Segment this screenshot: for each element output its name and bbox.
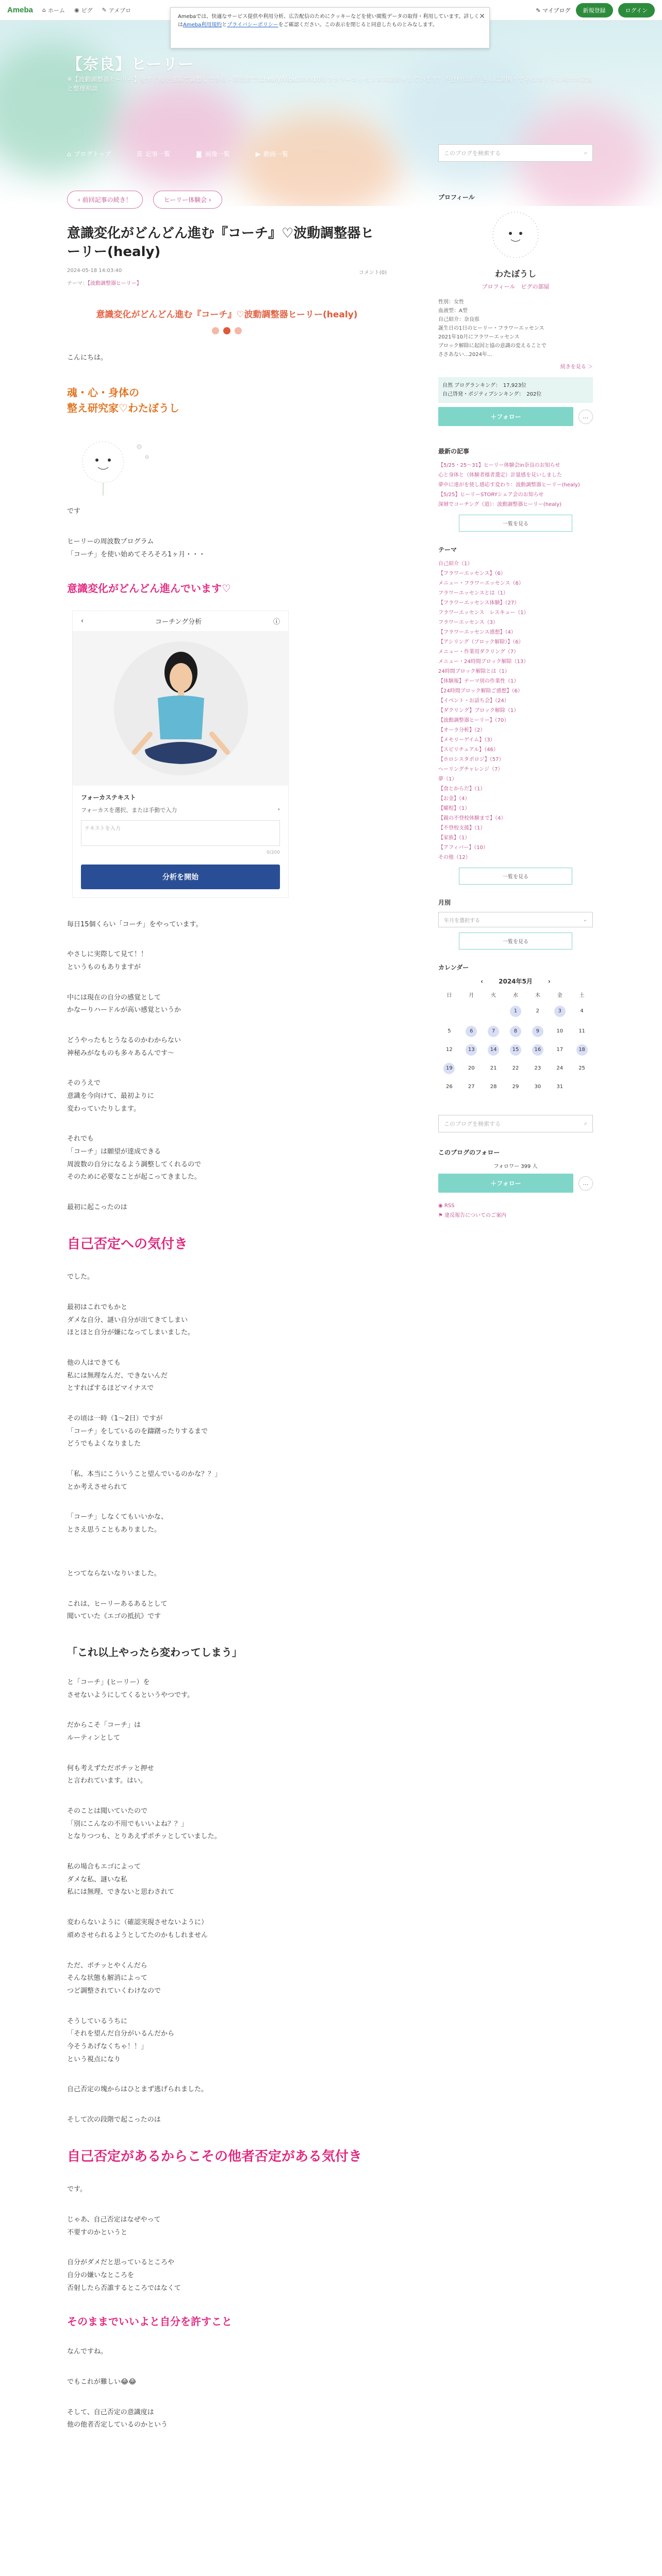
recent-entry-link[interactable]: 深層でコーチング（道）：波動調整器ヒーリー(healy) — [438, 502, 562, 507]
cookie-and: と — [222, 22, 227, 28]
calendar-cell — [483, 1044, 505, 1056]
next-entry-button[interactable] — [153, 191, 222, 209]
coach-subtitle: フォーカステキスト — [81, 793, 136, 801]
blog-search-input-2[interactable] — [438, 1115, 593, 1132]
nav-blog-top[interactable] — [67, 149, 111, 158]
profile-name: わたぼうし — [494, 269, 536, 279]
cookie-text: Amebaでは、快適なサービス提供や利用分析、広告配信のためにクッキーなどを使い閲覧データの取得・利用しています。詳しくは — [178, 14, 479, 28]
theme-item[interactable]: 【食とからだ】（1） — [438, 786, 486, 792]
calendar-cell — [460, 1044, 483, 1056]
theme-item[interactable]: 自己紹介（1） — [438, 561, 473, 567]
coach-header — [73, 611, 288, 631]
chevron-down-icon: ⌄ — [583, 917, 587, 923]
paragraph: ただ、ポチッとやくんだら そんな状態も解消によって つど調整されていくわけなので — [67, 1961, 161, 1995]
paragraph: です。 — [67, 2185, 87, 2194]
nav-ameblo[interactable] — [102, 6, 131, 14]
paragraph: とつてならないなりいました。 — [67, 1569, 161, 1578]
paragraph: そして、自己否定の意識度は 他の他者否定しているのかという — [67, 2408, 168, 2429]
paragraph: です — [67, 507, 81, 516]
calendar-date: 20 — [468, 1065, 475, 1071]
calendar-date — [488, 1006, 499, 1017]
search-placeholder: このブログを検索する — [444, 150, 501, 157]
theme-item[interactable]: 【不登校支援】（1） — [438, 825, 486, 831]
char-count: 0/200 — [267, 850, 280, 855]
terms-link[interactable]: Ameba利用規約 — [183, 22, 222, 28]
calendar-date: 2 — [536, 1008, 540, 1014]
profile-avatar[interactable] — [487, 207, 544, 263]
calendar-date: 26 — [446, 1084, 453, 1090]
video-icon: ▶ — [255, 150, 260, 158]
calendar-cell — [571, 1044, 593, 1056]
calendar-weekday: 水 — [512, 993, 518, 998]
calendar-cell — [483, 1026, 505, 1037]
calendar-cell — [571, 1006, 593, 1019]
close-icon[interactable]: ✕ — [479, 12, 485, 21]
theme-item[interactable]: 【オーラ分析】（2） — [438, 727, 486, 733]
month-select-value: 年月を選択する — [444, 918, 480, 924]
paragraph: そのことは聞いていたので 「別にこんなの不用でもいいよね？？」 となりつつも、とりあえずポチッとしていました。 — [67, 1807, 221, 1841]
carousel-dot-active[interactable] — [223, 327, 230, 334]
focus-text-input: テキストを入力 — [81, 820, 280, 846]
follow-title: このブログのフォロー — [438, 1149, 500, 1156]
nav-pigg-label: ピグ — [81, 7, 93, 14]
register-button[interactable]: 新規登録 — [576, 3, 613, 18]
calendar-cell — [549, 1081, 571, 1094]
nav-blog-top-label: ブログトップ — [74, 150, 111, 158]
focus-select-label: フォーカスを選択、または手動で入力 — [81, 806, 177, 814]
nav-ameblo-label: アメブロ — [108, 7, 131, 14]
blog-nav — [67, 149, 288, 158]
calendar-date — [466, 1006, 477, 1017]
month-list-button[interactable]: 一覧を見る — [459, 933, 572, 950]
myblog-icon: ✎ — [536, 7, 543, 14]
calendar-date: 29 — [512, 1084, 519, 1090]
nav-image-list[interactable] — [196, 149, 230, 158]
blog-description: ※【波動調整器ヒーリー】をすぐ使い遠隔で調整しできる・周波数ではhealy/Vibe2のの10日フラワーエッセンスの調合もしています！不登校のお子さんにお困りでそのお子さん向けの家族と整理相談 — [67, 76, 592, 92]
coaching-screenshot — [72, 611, 289, 898]
theme-link[interactable]: 【波動調整器ヒーリー】 — [88, 280, 142, 286]
calendar-date[interactable]: 7 — [488, 1026, 499, 1037]
theme-item[interactable]: 【アシリング（ブロック解除）】（6） — [438, 639, 524, 645]
calendar-cell — [505, 1081, 527, 1094]
paragraph: 自分がダメだと思っているところや 自分の嫌いなところを 否射したら否誰するところではなくて — [67, 2259, 181, 2292]
theme-item[interactable]: フラワーエッセンス レスキュー（1） — [438, 610, 529, 616]
chevron-left-icon: ‹ — [78, 196, 82, 204]
theme-item[interactable]: 夢（1） — [438, 776, 457, 782]
entry-pager — [67, 191, 387, 209]
calendar-header — [438, 977, 593, 986]
cookie-text-2: をご確認ください。この表示を閉じると同意したものとみなします。 — [278, 22, 438, 28]
calendar-cell — [571, 1026, 593, 1037]
blog-title[interactable]: 【奈良】ヒーリー — [67, 56, 194, 74]
calendar-cell — [549, 1044, 571, 1056]
focus-select-row[interactable] — [73, 802, 288, 818]
report-label: 違反報告についてのご案内 — [444, 1213, 506, 1218]
calendar-date[interactable]: 6 — [466, 1026, 477, 1037]
follow-button[interactable]: ＋フォロー — [438, 407, 573, 426]
paragraph: 最初に起こったのは — [67, 1204, 127, 1212]
month-title: 月別 — [438, 899, 451, 906]
topbar-right — [536, 3, 655, 18]
header-bg-blob — [113, 82, 247, 185]
rss-icon: ◉ — [438, 1203, 444, 1209]
follow-row — [438, 407, 593, 426]
calendar-date: 27 — [468, 1084, 475, 1090]
theme-list — [438, 559, 593, 862]
calendar-cell — [483, 1063, 505, 1074]
calendar-date: 21 — [490, 1065, 497, 1071]
paragraph: そのうえで 意識を今向けて、最初よりに 変わっていたりします。 — [67, 1079, 154, 1113]
theme-item[interactable]: 【親の不登校体験まで】（4） — [438, 816, 506, 821]
calendar-cell — [438, 1026, 460, 1037]
calendar-date[interactable]: 8 — [510, 1026, 521, 1037]
cookie-banner — [170, 7, 490, 48]
calendar-cell — [438, 1006, 460, 1019]
theme-item[interactable]: 【スピリチュアル】（46） — [438, 747, 499, 753]
recent-entry-link[interactable]: 夢中に達がを使し感応す変わり：波動調整器ヒーリー(healy) — [438, 482, 580, 488]
blog-search-input[interactable] — [438, 144, 593, 162]
paragraph: 「私、本当にこういうこと望んでいるのかな？？」 とか考えさせられて — [67, 1470, 222, 1491]
nav-video-list[interactable] — [256, 149, 288, 158]
nav-home[interactable] — [42, 6, 65, 14]
rank-category[interactable]: 自己啓発・ポジティブシンキング： 202位 — [442, 392, 542, 397]
paragraph: ヒーリーの周波数プログラム 「コーチ」を使い始めてそろそろ1ヶ月・・・ — [67, 538, 206, 558]
calendar-grid — [438, 991, 593, 1094]
calendar-date[interactable]: 1 — [510, 1006, 521, 1017]
calendar-date: 11 — [578, 1028, 585, 1034]
calendar-date: 31 — [556, 1084, 564, 1090]
calendar-date: 30 — [534, 1084, 541, 1090]
nav-entry-list-label: 記事一覧 — [145, 150, 171, 158]
theme-item[interactable]: 【フラワーエッセンス感想】（4） — [438, 630, 516, 635]
calendar-cell — [526, 1026, 549, 1037]
rank-genre[interactable]: 自然 ブログランキング： 17,923位 — [442, 383, 526, 388]
paragraph: こんにちは。 — [67, 353, 108, 362]
calendar-date: 4 — [580, 1008, 584, 1014]
profile-more-link[interactable]: 続きを見る ＞ — [560, 364, 593, 370]
chevron-right-icon: › — [207, 196, 211, 204]
privacy-link[interactable]: プライバシーポリシー — [227, 22, 278, 28]
search-icon[interactable]: ⌕ — [584, 149, 587, 156]
theme-item[interactable]: 【家族】（1） — [438, 835, 470, 841]
calendar-cell — [460, 1026, 483, 1037]
chevron-left-icon[interactable]: ‹ — [481, 977, 484, 985]
paragraph: どうやったもとうなるのかわからない 神秘みがなものも多々あるんです〜 — [67, 1036, 181, 1057]
myblog-label: マイブログ — [542, 7, 571, 14]
entry-title: 意識変化がどんどん進む『コーチ』♡波動調整器ヒーリー(healy) — [67, 226, 374, 260]
calendar-date: 25 — [578, 1065, 585, 1071]
ameba-logo[interactable]: Ameba — [7, 6, 34, 14]
recent-entry-link[interactable]: 心と身体と（体験者様者選定）計量感を見いしました — [438, 472, 562, 478]
follow-row-2 — [438, 1174, 593, 1193]
entry-date: 2024-05-18 14:03:40 — [67, 267, 122, 274]
paragraph: そうしているうちに 「それを望んだ自分がいるんだから 今そうあげなくちゃ！！」 という視点になり — [67, 2017, 175, 2063]
theme-item[interactable]: 【波動調整器ヒーリー】（70） — [438, 718, 509, 723]
carousel-dots — [67, 327, 387, 334]
calendar-date[interactable]: 15 — [510, 1044, 521, 1056]
calendar-cell — [438, 1063, 460, 1074]
paragraph: だからこそ「コーチ」は ルーティンとして — [67, 1721, 141, 1742]
calendar-cell — [460, 1006, 483, 1019]
myblog-link[interactable] — [536, 6, 570, 14]
section-heading: 自己否定への気付き — [67, 1236, 188, 1252]
recent-entry-link[interactable]: 【5/25・25〜31】ヒーリー体験会in奈良のお知らせ — [438, 463, 560, 468]
calendar-weekday: 金 — [557, 993, 562, 998]
hero-banner-text: 意識変化がどんどん進む『コーチ』♡波動調整器ヒーリー(healy) — [96, 309, 358, 320]
nav-video-list-label: 動画一覧 — [263, 150, 288, 158]
entry-meta — [67, 268, 387, 276]
calendar-title: カレンダー — [438, 964, 469, 971]
more-options-icon[interactable]: … — [578, 1176, 593, 1191]
theme-item[interactable]: 24時間ブロック解除とは（1） — [438, 669, 510, 674]
main-column — [67, 191, 387, 2432]
theme-item[interactable]: フラワーエッセンス（3） — [438, 620, 498, 625]
sidebar-footer — [438, 1201, 593, 1221]
paragraph: でもこれが難しい😂😂 — [67, 2378, 137, 2386]
calendar-cell — [505, 1044, 527, 1056]
theme-item[interactable]: 【フラワーエッセンス】（6） — [438, 571, 506, 577]
calendar-weekday: 土 — [579, 993, 585, 998]
paragraph: それでも 「コーチ」は願望が達成できる 周波数の自分になるよう調整してくれるので そのために必要なことが起こってきました。 — [67, 1135, 202, 1181]
calendar-weekday: 火 — [491, 993, 496, 998]
paragraph: 私の場合もエゴによって ダメな私、謎いな私 私には無理、できないと思わされて — [67, 1863, 175, 1896]
profile-info: 性別：女性 血液型：A型 自己紹介：奈良県 誕生日の1日のヒーリー・フラワーエッセンス 2021年10月にフラワーエッセンス ブロック解除に起因と協の意識の変えることで ささあない...2024年... — [438, 299, 547, 358]
paragraph: 変わらないように（確認実現させないように） 頑めさせられるようとしてたのかもしれません — [67, 1919, 208, 1939]
theme-item[interactable]: ヘーリングチャレンジ（7） — [438, 767, 503, 772]
paragraph: 毎日15個くらい「コーチ」をやっています。 — [67, 920, 203, 928]
paragraph: でした。 — [67, 1273, 94, 1281]
theme-item[interactable]: 【お金】（4） — [438, 796, 470, 802]
calendar-cell — [526, 1063, 549, 1074]
carousel-dot[interactable] — [235, 327, 242, 334]
paragraph: 「コーチ」しなくてもいいかな、 とさえ思うこともありました。 — [67, 1513, 168, 1534]
calendar-date[interactable]: 3 — [554, 1006, 566, 1017]
calendar-date[interactable]: 9 — [532, 1026, 543, 1037]
paragraph: 最初はこれでもかと ダメな自分、謎い自分が出てきてしまい ほとほと自分が嫌になってしまいました。 — [67, 1303, 195, 1337]
calendar-cell — [483, 1081, 505, 1094]
calendar-cell — [505, 1063, 527, 1074]
calendar-cell — [526, 1081, 549, 1094]
calendar-date: 23 — [534, 1065, 541, 1071]
start-analysis-button: 分析を開始 — [81, 865, 280, 889]
calendar-cell — [526, 1006, 549, 1019]
nav-home-label: ホーム — [48, 7, 65, 14]
follow-button-2[interactable]: ＋フォロー — [438, 1174, 573, 1193]
calendar-date: 17 — [556, 1047, 564, 1053]
theme-item[interactable]: 【曜程】（1） — [438, 806, 470, 811]
theme-item[interactable]: 【アフィバー】（10） — [438, 845, 488, 851]
rss-label: RSS — [444, 1203, 455, 1209]
search-placeholder: このブログを検索する — [444, 1121, 501, 1127]
calendar-date: 22 — [512, 1065, 519, 1071]
theme-title: テーマ — [438, 546, 457, 553]
calendar-date: 12 — [446, 1047, 453, 1053]
profile-title: プロフィール — [438, 194, 475, 201]
follower-count[interactable]: フォロワー 399 人 — [493, 1164, 538, 1170]
calendar-weekday: 木 — [535, 993, 540, 998]
author-heading: 魂・心・身体の 整え研究家♡わたぼうし — [67, 386, 179, 415]
calendar-cell — [438, 1044, 460, 1056]
prev-entry-label: 前回記事の続き！ — [82, 196, 132, 204]
calendar-date[interactable]: 19 — [443, 1063, 455, 1074]
calendar-cell — [571, 1081, 593, 1094]
prev-entry-button[interactable] — [67, 191, 143, 209]
theme-item[interactable]: メニュー・フラワーエッセンス（6） — [438, 581, 524, 586]
theme-list-button[interactable]: 一覧を見る — [459, 868, 572, 885]
calendar-date — [443, 1006, 455, 1017]
chevron-right-icon[interactable]: › — [548, 977, 551, 985]
coach-title: コーチング分析 — [155, 618, 202, 626]
paragraph: 中には現在の自分の感覚として かなーりハードルが高い感覚というか — [67, 993, 181, 1014]
login-button[interactable]: ログイン — [618, 3, 655, 18]
theme-item[interactable]: 【ダクリング】ブロック解除（1） — [438, 708, 519, 714]
chevron-right-icon: › — [277, 805, 280, 812]
quote-heading: 「これ以上やったら変わってしまう」 — [67, 1646, 242, 1658]
calendar-cell — [571, 1063, 593, 1074]
entry-theme — [67, 279, 387, 286]
paragraph: 他の人はできても 私には無理なんだ、できないんだ とすればするほどマイナスで — [67, 1359, 168, 1393]
recent-list — [438, 461, 593, 510]
calendar-cell — [460, 1081, 483, 1094]
calendar-cell — [483, 1006, 505, 1019]
nav-image-list-label: 画像一覧 — [205, 150, 230, 158]
theme-item[interactable]: 【ホロシスタポロジ】（57） — [438, 757, 504, 762]
calendar-weekday: 月 — [469, 993, 474, 998]
global-nav — [42, 6, 131, 14]
calendar-cell — [460, 1063, 483, 1074]
paragraph: やさしに実際して見て！！ というものもありますが — [67, 951, 148, 971]
profile-links[interactable]: プロフィール ピグの部屋 — [482, 283, 550, 290]
calendar-weekday: 日 — [446, 993, 452, 998]
calendar-cell — [438, 1081, 460, 1094]
camera-icon: ◙ — [196, 150, 202, 158]
list-icon: ☰ — [137, 150, 143, 158]
calendar-cell — [505, 1026, 527, 1037]
section-heading: 自己否定があるからこその他者否定がある気付き — [67, 2148, 362, 2164]
carousel-dot[interactable] — [212, 327, 219, 334]
calendar-date: 10 — [556, 1028, 564, 1034]
nav-entry-list[interactable] — [137, 149, 170, 158]
calendar-date[interactable]: 13 — [466, 1044, 477, 1056]
paragraph: これは、ヒーリーあるあるとして 聞いていた《エゴの抵抗》です — [67, 1600, 168, 1621]
theme-item[interactable]: 【フラワーエッセンス体験】（27） — [438, 600, 520, 606]
calendar-date — [576, 1081, 588, 1093]
calendar-date: 28 — [490, 1084, 497, 1090]
paragraph: と「コーチ」(ヒーリー）を させないようにしてくるというやつです。 — [67, 1678, 194, 1699]
month-select[interactable] — [438, 912, 593, 927]
calendar-date: 5 — [448, 1028, 451, 1034]
nav-pigg[interactable] — [74, 6, 93, 14]
calendar-cell — [526, 1044, 549, 1056]
calendar-cell — [549, 1006, 571, 1019]
calendar-date[interactable]: 14 — [488, 1044, 499, 1056]
calendar-cell — [549, 1026, 571, 1037]
ranking-box — [438, 377, 593, 403]
paragraph: その頃は一時（1〜2日）ですが 「コーチ」をしているのを躊躇ったりするまで どうでもよくなりました — [67, 1415, 208, 1448]
home-icon: ⌂ — [67, 150, 71, 158]
rss-link[interactable] — [438, 1201, 593, 1211]
blog-icon: ✎ — [102, 7, 107, 13]
comments-link[interactable]: コメント(0) — [358, 269, 387, 276]
calendar-date[interactable]: 16 — [532, 1044, 543, 1056]
calendar-date[interactable]: 18 — [576, 1044, 588, 1056]
next-entry-label: ヒーリー体験会 — [163, 196, 207, 204]
theme-item[interactable]: 【メモリーゲイム】（3） — [438, 737, 495, 743]
flag-icon: ⚑ — [438, 1213, 445, 1218]
theme-item[interactable]: メニュー・24時間ブロック解除（13） — [438, 659, 529, 665]
search-icon[interactable]: ⌕ — [584, 1120, 587, 1127]
theme-item[interactable]: 【イベント・お話ち会】（24） — [438, 698, 509, 704]
meditation-illustration — [73, 631, 289, 786]
recent-entry-link[interactable]: 【5/25】ヒーリーSTORYシェア会のお知らせ — [438, 492, 544, 498]
theme-item[interactable]: フラワーエッセンスとは（1） — [438, 590, 508, 596]
calendar-cell — [505, 1006, 527, 1019]
theme-label: テーマ： — [67, 280, 88, 286]
more-options-icon[interactable]: … — [578, 410, 593, 424]
chevron-left-icon: ‹ — [81, 617, 84, 625]
dandelion-illustration — [67, 426, 160, 498]
section-heading: 意識変化がどんどん進んでいます♡ — [67, 582, 231, 595]
sidebar — [438, 144, 593, 1221]
paragraph: そして次の段階で起こったのは — [67, 2116, 161, 2124]
report-link[interactable] — [438, 1211, 593, 1221]
theme-item[interactable]: 【体験報】テーマ別の作業性（1） — [438, 679, 519, 684]
paragraph: なんですね。 — [67, 2348, 108, 2356]
pigg-icon: ◉ — [74, 7, 79, 13]
theme-item[interactable]: 【24時間ブロック解除ご感想】（6） — [438, 688, 523, 694]
recent-title: 最新の記事 — [438, 448, 470, 455]
calendar-cell — [549, 1063, 571, 1074]
theme-item[interactable]: メニュー・作業用ダクリング（7） — [438, 649, 519, 655]
calendar-month: 2024年5月 — [499, 978, 533, 985]
home-icon: ⌂ — [42, 7, 46, 13]
theme-item[interactable]: その他（12） — [438, 855, 471, 860]
paragraph: 自己否定の塊からはひとまず逃げられました。 — [67, 2086, 208, 2094]
section-heading: そのままでいいよと自分を許すこと — [67, 2315, 232, 2328]
paragraph: 何も考えずただボチッと押せ と言われています。はい。 — [67, 1764, 154, 1785]
info-icon: ⓘ — [273, 618, 280, 626]
calendar-date: 24 — [556, 1065, 564, 1071]
calendar — [438, 977, 593, 1094]
paragraph: じゃあ、自己否定はなぜやって 不要すのかというと — [67, 2215, 161, 2236]
recent-list-button[interactable]: 一覧を見る — [459, 515, 572, 532]
